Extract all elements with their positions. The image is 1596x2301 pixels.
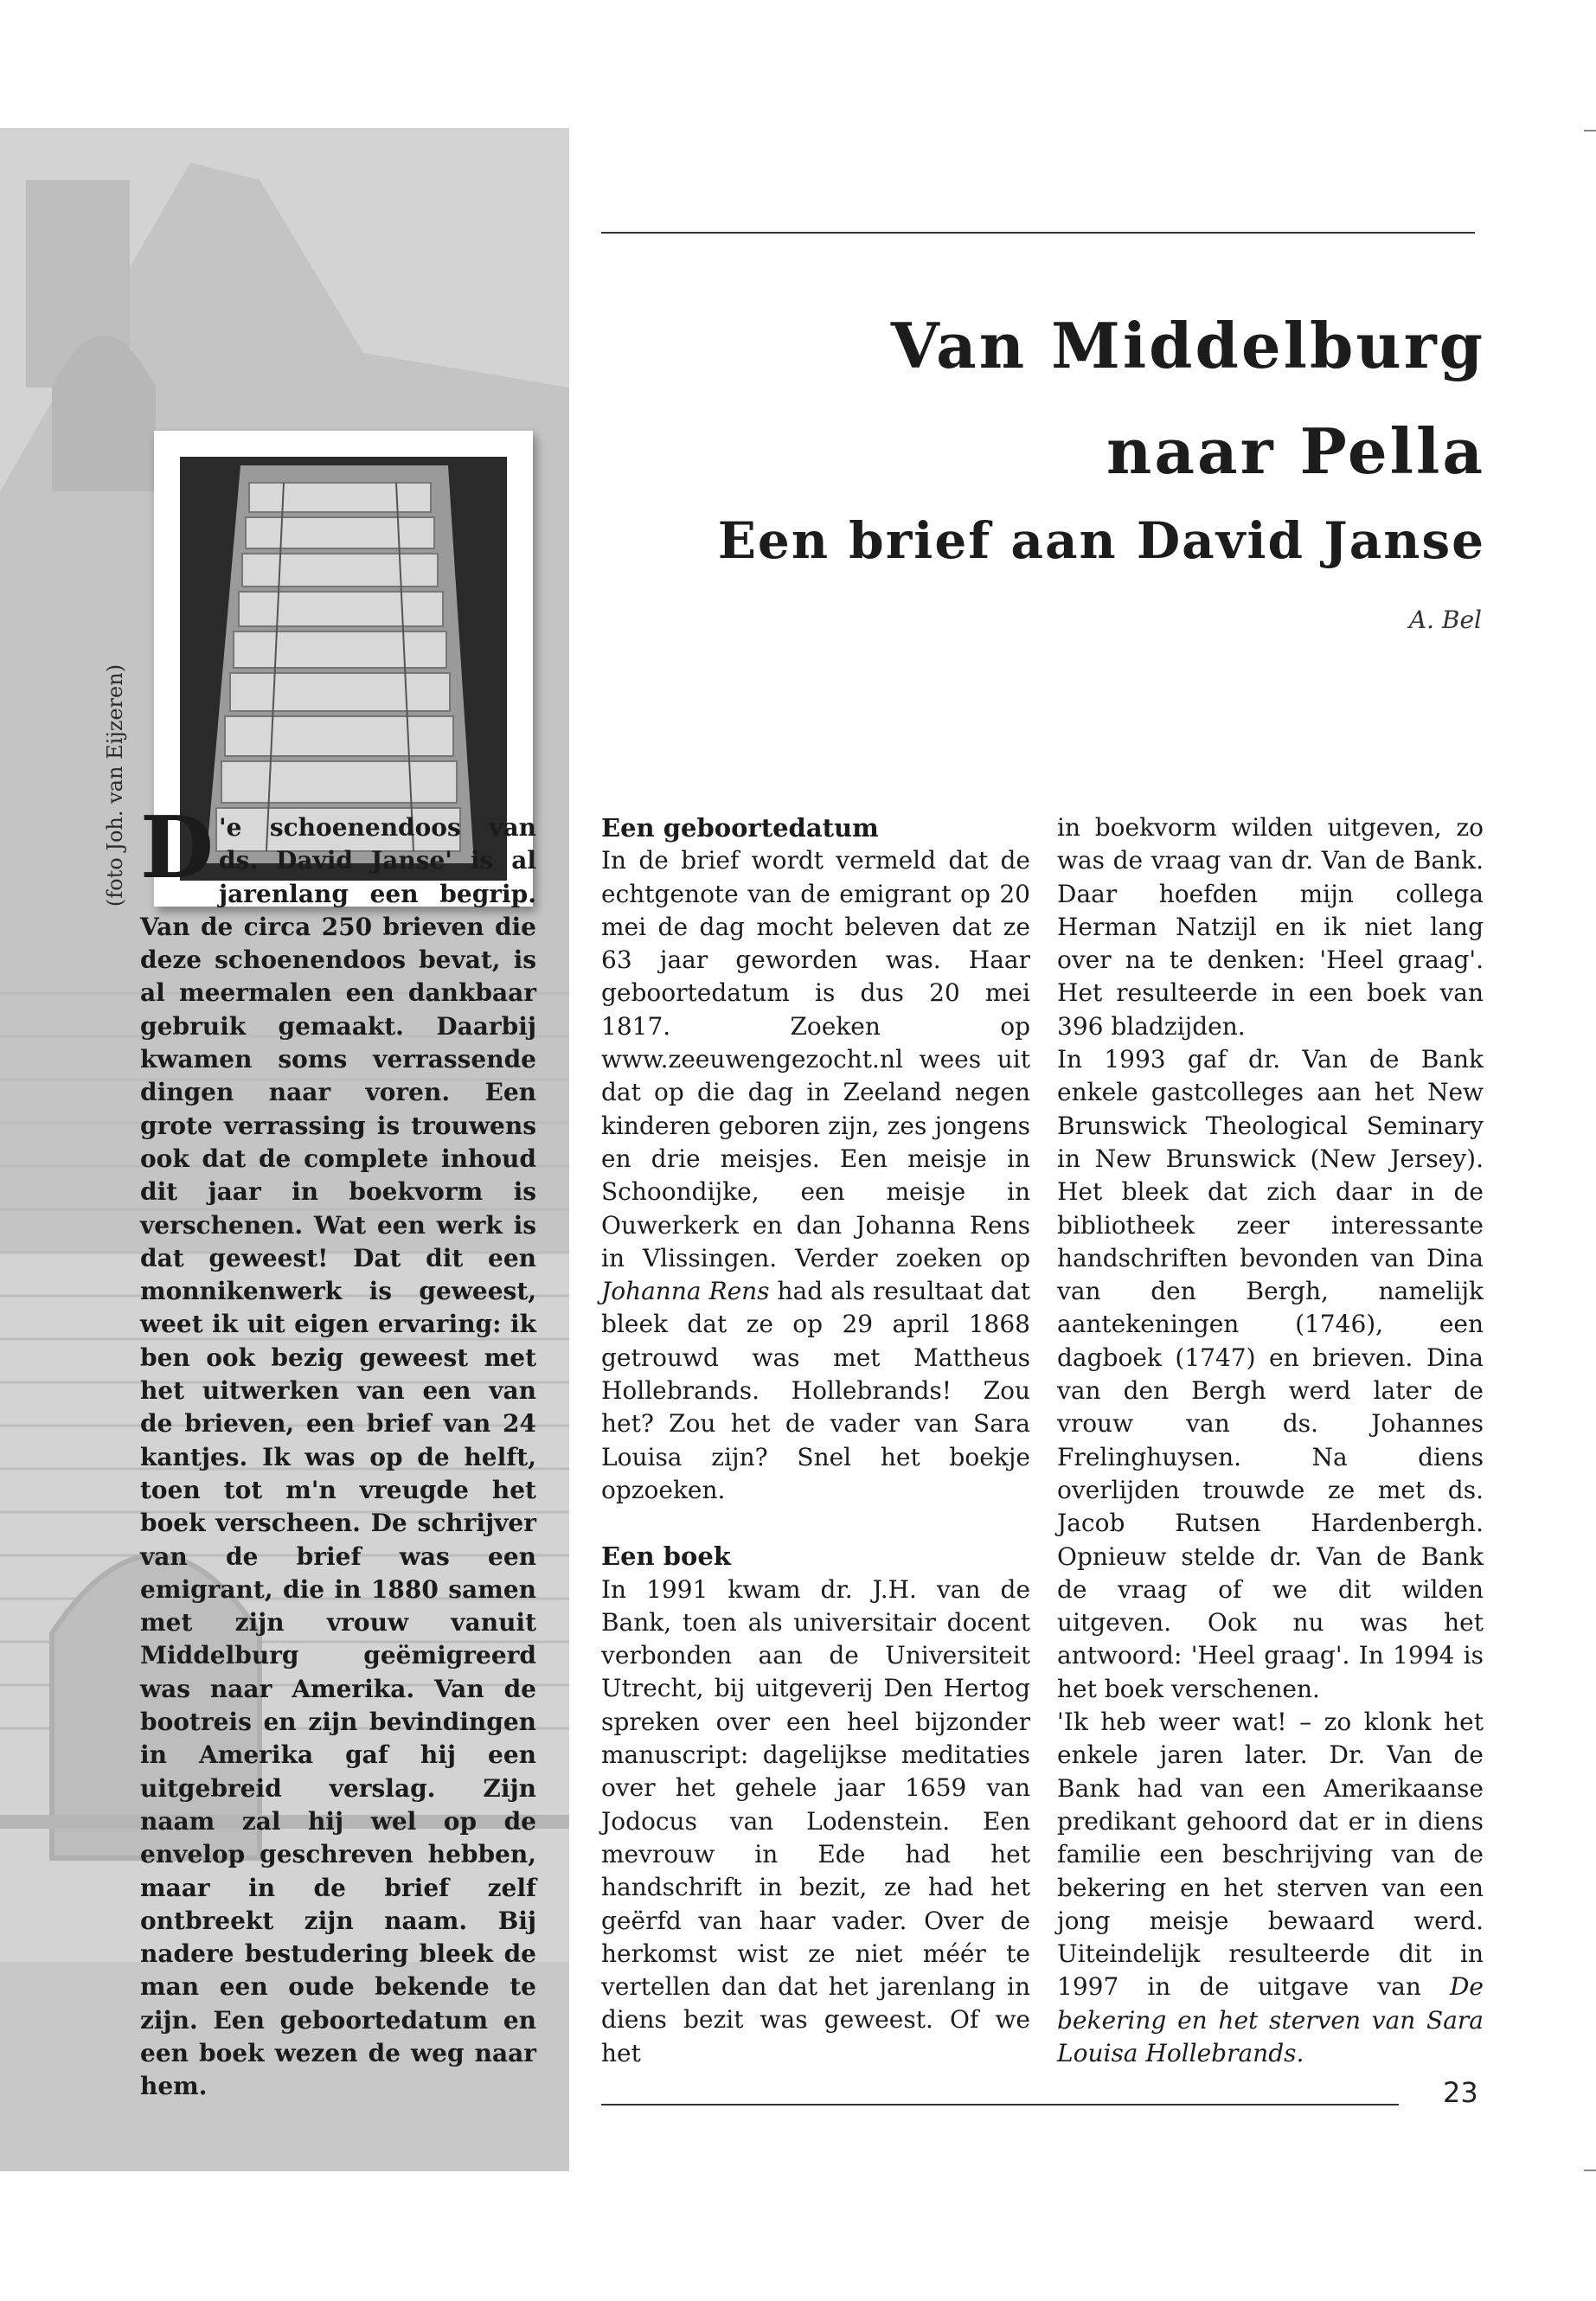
- intro-paragraph: [140, 798, 536, 2104]
- section-heading-boek: Een boek: [601, 1541, 731, 1572]
- author-byline: A. Bel: [1408, 606, 1482, 634]
- margin-mark: [1584, 130, 1596, 131]
- paragraph-continued: in boekvorm wilden uitgeven, zo was de vraag van dr. Van de Bank. Daar hoefden mijn collega Herman Natzijl en ik niet lang over na te denken: 'Heel graag'. Het resulteerde in een boek van 396 bladzijden.: [1057, 813, 1484, 1041]
- paragraph-1993: In 1993 gaf dr. Van de Bank enkele gastcolleges aan het New Brunswick Theological Seminary in New Brunswick (New Jersey). Het bleek dat zich daar in de bibliotheek zeer interessante handschriften bevonden van Dina van den Bergh, namelijk aantekeningen (1746), een dagboek (1747) en brieven. Dina van den Bergh werd later de vrouw van ds. Johannes Frelinghuysen. Na diens overlijden trouwde ze met ds. Jacob Rutsen Hardenbergh. Opnieuw stelde dr. Van de Bank de vraag of we dit wilden uitgeven. Ook nu was het antwoord: 'Heel graag'. In 1994 is het boek verschenen.: [1057, 1045, 1484, 1703]
- article-title-line2: naar Pella: [1106, 414, 1485, 488]
- body-column-3: [1057, 811, 1484, 2070]
- bottom-rule: [601, 2104, 1399, 2106]
- book-title-italic: De bekering en het sterven van Sara Louisa Hollebrands.: [1057, 1972, 1484, 2067]
- paragraph-text: In de brief wordt vermeld dat de echtgenote van de emigrant op 20 mei de dag mocht beleven dat ze 63 jaar geworden was. Haar geboortedatum is dus 20 mei 1817. Zoeken op www.zeeuwengezocht.nl wees uit dat op die dag in Zeeland negen kinderen geboren zijn, zes jongens en drie meisjes. Een meisje in Schoondijke, een meisje in Ouwerkerk en dan Johanna Rens in Vlissingen. Verder zoeken op: [601, 846, 1030, 1272]
- paragraph-geboortedatum: [601, 844, 1030, 1507]
- top-rule: [601, 232, 1475, 234]
- intro-text: e schoenendoos van ds. David Janse' is al jarenlang een begrip. Van de circa 250 brieven die deze schoenendoos bevat, is al meermalen een dankbaar gebruik gemaakt. Daarbij kwamen soms verrassende dingen naar voren. Een grote verrassing is trouwens ook dat de complete inhoud dit jaar in boekvorm is verschenen. Wat een werk is dat geweest! Dat dit een monnikenwerk is geweest, weet ik uit eigen ervaring: ik ben ook bezig geweest met het uitwerken van een van de brieven, een brief van 24 kantjes. Ik was op de helft, toen tot m'n vreugde het boek verscheen. De schrijver van de brief was een emigrant, die in 1880 samen met zijn vrouw vanuit Middelburg geëmigreerd was naar Amerika. Van de bootreis en zijn bevindingen in Amerika gaf hij een uitgebreid verslag. Zijn naam zal hij wel op de envelop geschreven hebben, maar in de brief zelf ontbreekt zijn naam. Bij nadere bestudering bleek de man een oude bekende te zijn. Een geboortedatum en een boek wezen de weg naar hem.: [140, 813, 536, 2101]
- paragraph-boek: In 1991 kwam dr. J.H. van de Bank, toen als universitair docent verbonden aan de Universiteit Utrecht, bij uitgeverij Den Hertog spreken over een heel bijzonder manuscript: dagelijkse meditaties over het gehele jaar 1659 van Jodocus van Lodenstein. Een mevrouw in Ede had het handschrift in bezit, ze had het geërfd van haar vader. Over de herkomst wist ze niet méér te vertellen dan dat het jarenlang in diens bezit was geweest. Of we het: [601, 1574, 1030, 2067]
- section-heading-geboortedatum: Een geboortedatum: [601, 813, 879, 843]
- body-column-2: [601, 811, 1030, 2070]
- opening-quote: ': [218, 813, 227, 842]
- article-title-line1: Van Middelburg: [890, 309, 1485, 382]
- paragraph-text: had als resultaat dat bleek dat ze op 29 april 1868 getrouwd was met Mattheus Hollebrands. Hollebrands! Zou het? Zou het de vader van Sara Louisa zijn? Snel het boekje opzoeken.: [601, 1277, 1031, 1504]
- paragraph-text: 'Ik heb weer wat! – zo klonk het enkele jaren later. Dr. Van de Bank had van een Amerikaanse predikant gehoord dat er in diens familie een beschrijving van de bekering en het sterven van een jong meisje bewaard werd. Uiteindelijk resulteerde dit in 1997 in de uitgave van: [1057, 1708, 1484, 2002]
- drop-cap: D: [140, 798, 214, 898]
- photo-caption: (foto Joh. van Eijzeren): [103, 663, 127, 907]
- intro-column: [140, 798, 536, 2104]
- paragraph-sara-louisa: [1057, 1706, 1484, 2070]
- article-subtitle: Een brief aan David Janse: [717, 511, 1485, 570]
- page-number: 23: [1443, 2076, 1478, 2109]
- margin-mark: [1584, 2170, 1596, 2171]
- italic-name: Johanna Rens: [601, 1277, 770, 1306]
